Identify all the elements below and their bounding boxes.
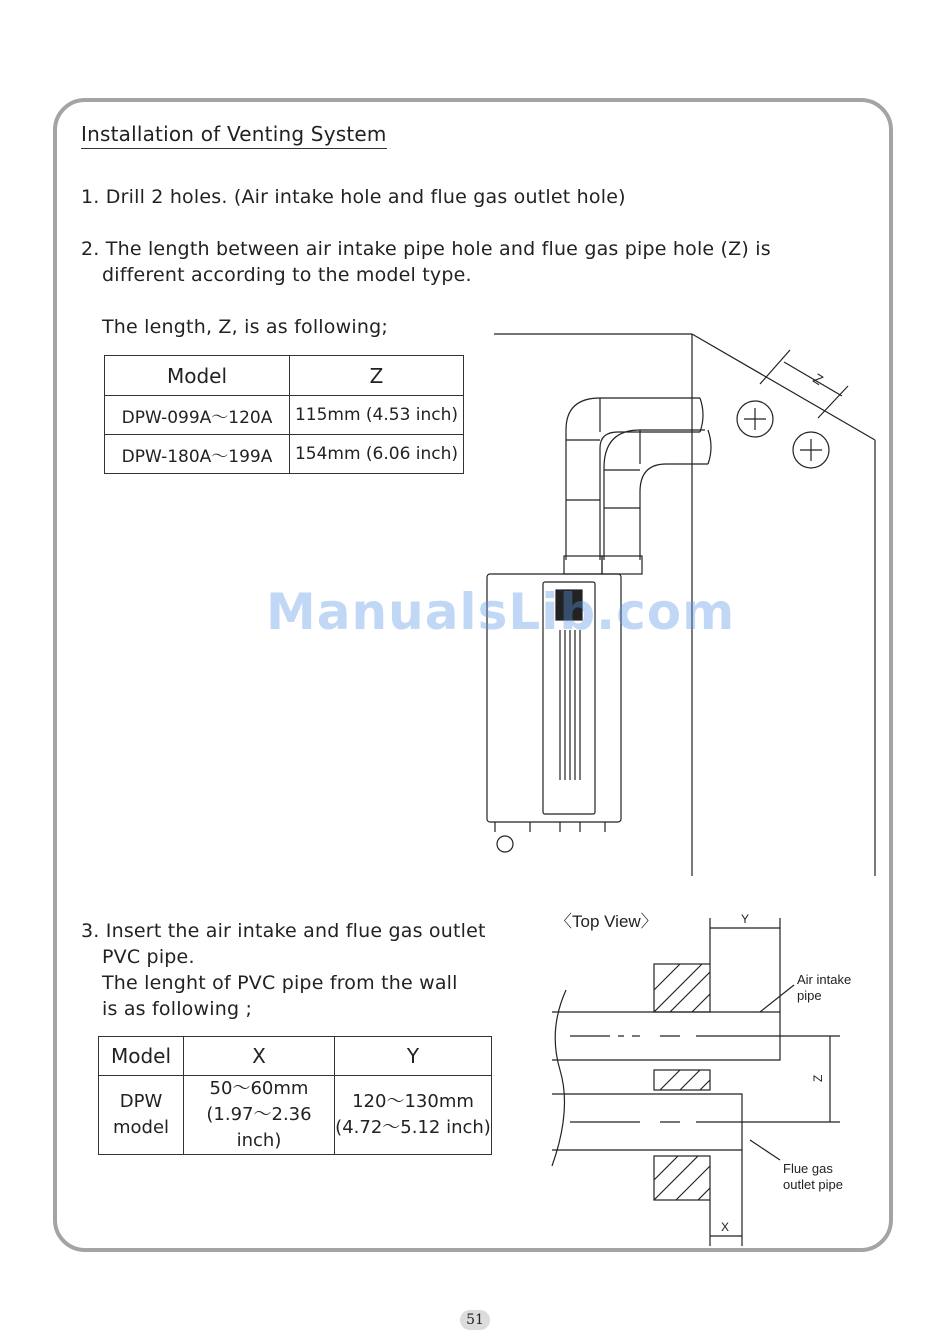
- flue-gas-label-line2: outlet pipe: [783, 1177, 843, 1192]
- y-line2: (4.72～5.12 inch): [335, 1117, 491, 1138]
- top-view-label: 〈Top View〉: [555, 912, 658, 931]
- step-1: 1. Drill 2 holes. (Air intake hole and flue gas outlet hole): [81, 186, 626, 208]
- cell-model: DPW-180A～199A: [105, 435, 290, 474]
- x-line2: (1.97～2.36 inch): [206, 1104, 312, 1151]
- z-dimension-label: Z: [811, 1074, 825, 1082]
- step-2-line2: different according to the model type.: [102, 264, 472, 286]
- air-intake-pipe: [566, 398, 700, 560]
- step-2-line1: 2. The length between air intake pipe hole and flue gas pipe hole (Z) is: [81, 238, 771, 260]
- z-label-top: Z: [810, 369, 827, 389]
- step-3-line3: The lenght of PVC pipe from the wall: [102, 972, 458, 994]
- flue-gas-label-line1: Flue gas: [783, 1161, 833, 1176]
- cell-model: DPW-099A～120A: [105, 396, 290, 435]
- wall-section: [654, 964, 710, 1012]
- air-intake-label-line1: Air intake: [797, 972, 852, 987]
- page-number: 51: [460, 1310, 490, 1330]
- watermark: ManualsLib.com: [266, 583, 736, 641]
- step-3-line2: PVC pipe.: [102, 946, 195, 968]
- header-y: Y: [335, 1037, 492, 1076]
- step-2-note: The length, Z, is as following;: [102, 316, 388, 338]
- gas-valve: [497, 836, 513, 852]
- step-3-line4: is as following ;: [102, 998, 253, 1020]
- header-model: Model: [99, 1037, 184, 1076]
- section-title: Installation of Venting System: [81, 122, 387, 149]
- model-line2: model: [112, 1117, 170, 1138]
- cell-z: 154mm (6.06 inch): [290, 435, 464, 474]
- y-line1: 120～130mm: [352, 1091, 474, 1112]
- pipe-fitting: [602, 556, 642, 574]
- step-3-line1: 3. Insert the air intake and flue gas outlet: [81, 920, 486, 942]
- header-z: Z: [290, 356, 464, 396]
- y-dimension-label: Y: [741, 912, 750, 926]
- pipe-fitting: [564, 556, 602, 574]
- x-dimension-label: X: [721, 1220, 730, 1234]
- flue-gas-pipe: [604, 430, 705, 560]
- model-line1: DPW: [119, 1091, 163, 1112]
- x-line1: 50～60mm: [209, 1078, 309, 1099]
- air-intake-label-line2: pipe: [797, 988, 822, 1003]
- header-x: X: [184, 1037, 335, 1076]
- header-model: Model: [105, 356, 290, 396]
- cell-z: 115mm (4.53 inch): [290, 396, 464, 435]
